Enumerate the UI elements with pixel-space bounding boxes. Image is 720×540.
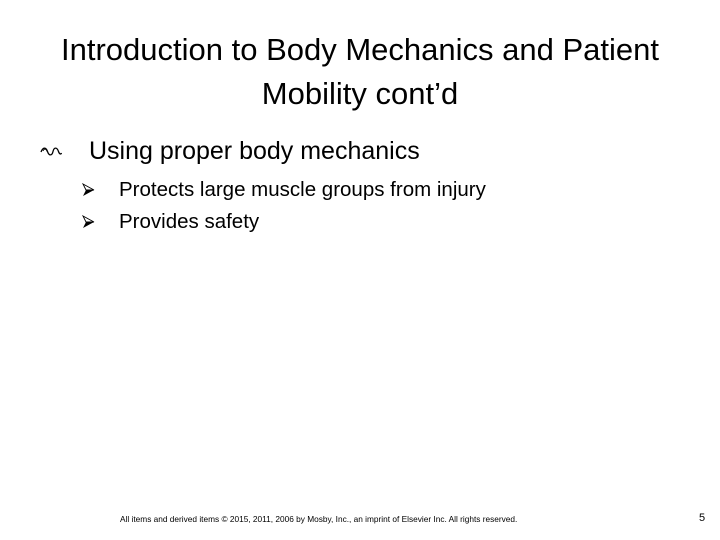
wavy-bullet-icon — [40, 143, 62, 159]
arrowhead-bullet-icon — [82, 215, 95, 229]
sub-bullet-item — [82, 176, 682, 206]
bullet-text: Using proper body mechanics — [89, 137, 420, 165]
sub-bullet-text: Protects large muscle groups from injury — [119, 178, 486, 201]
arrowhead-bullet-icon — [82, 183, 95, 197]
copyright-footer: All items and derived items © 2015, 2011, 2006 by Mosby, Inc., an imprint of Elsevier Inc. All rights reserved. — [120, 514, 518, 524]
sub-bullet-item — [82, 208, 682, 238]
slide-title: Introduction to Body Mechanics and Patient Mobility cont’d — [61, 32, 659, 111]
page-number: 5 — [698, 512, 706, 524]
sub-bullet-text: Provides safety — [119, 210, 260, 233]
bullet-item — [40, 134, 680, 170]
